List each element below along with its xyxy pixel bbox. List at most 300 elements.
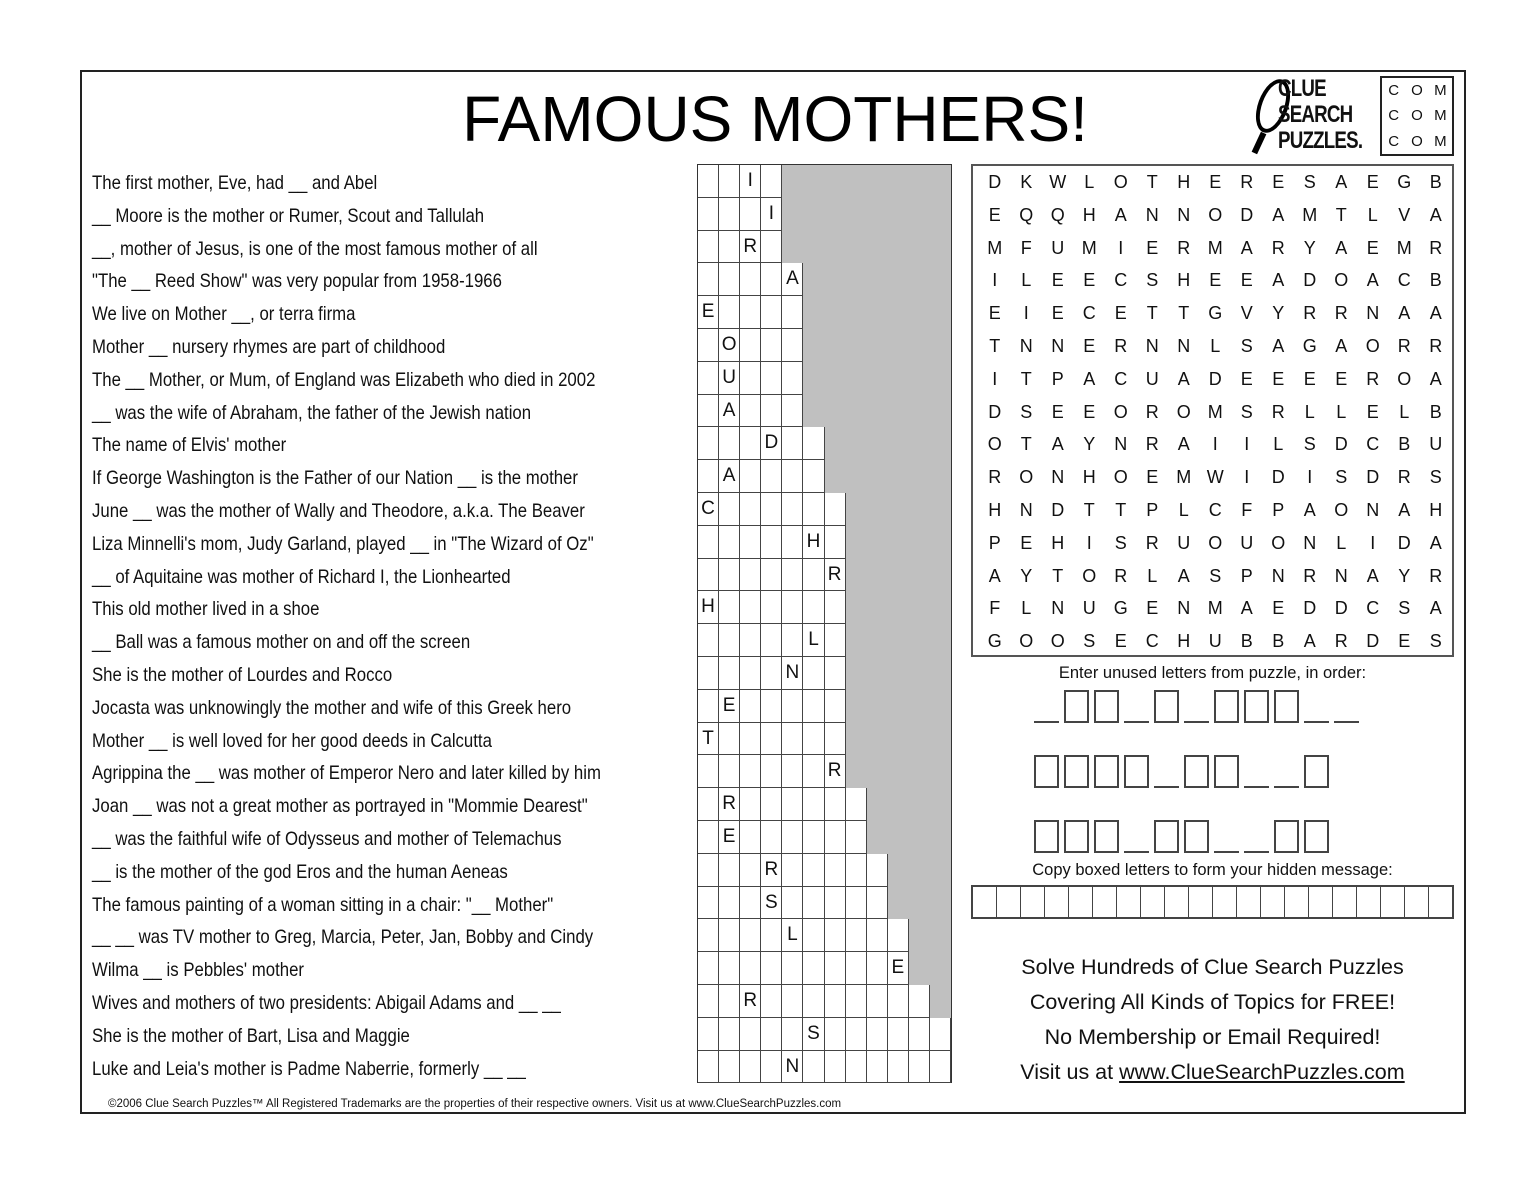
answer-cell[interactable] <box>782 1018 803 1051</box>
word-search-letter[interactable]: M <box>1176 467 1192 488</box>
word-search-letter[interactable]: E <box>1366 401 1379 422</box>
word-search-letter[interactable]: G <box>1397 172 1412 192</box>
answer-cell[interactable] <box>761 296 782 329</box>
answer-cell[interactable] <box>740 657 761 690</box>
answer-cell[interactable] <box>846 985 867 1018</box>
word-search-letter[interactable]: G <box>1113 598 1128 619</box>
word-search-letter[interactable]: E <box>1051 303 1064 324</box>
word-search-letter[interactable]: E <box>1366 237 1379 258</box>
boxed-letter-slot[interactable] <box>1064 755 1089 788</box>
letter-blank[interactable] <box>1244 755 1269 788</box>
word-search-letter[interactable]: H <box>1051 532 1065 553</box>
word-search-letter[interactable]: N <box>1177 204 1191 225</box>
word-search-letter[interactable]: N <box>1271 565 1285 586</box>
letter-blank[interactable] <box>1214 820 1239 853</box>
answer-cell[interactable]: D <box>761 427 782 460</box>
word-search-letter[interactable]: P <box>1240 565 1253 586</box>
hidden-message-box[interactable] <box>1165 887 1189 917</box>
word-search-letter[interactable]: A <box>1335 237 1348 258</box>
word-search-letter[interactable]: S <box>1303 434 1316 455</box>
answer-cell[interactable]: S <box>761 887 782 920</box>
answer-cell[interactable] <box>719 526 740 559</box>
answer-cell[interactable]: S <box>803 1018 824 1051</box>
word-search-letter[interactable]: M <box>1081 237 1097 258</box>
answer-cell[interactable] <box>740 329 761 362</box>
word-search-letter[interactable]: T <box>1115 499 1127 520</box>
answer-cell[interactable] <box>803 821 824 854</box>
answer-cell[interactable]: R <box>719 788 740 821</box>
word-search-letter[interactable]: R <box>988 467 1002 488</box>
word-search-letter[interactable]: C <box>1114 368 1128 389</box>
word-search-letter[interactable]: S <box>1020 401 1033 422</box>
letter-blank[interactable] <box>1034 690 1059 723</box>
word-search-letter[interactable]: R <box>1271 237 1285 258</box>
answer-cell[interactable] <box>867 985 888 1018</box>
answer-cell[interactable] <box>698 755 719 788</box>
hidden-message-box[interactable] <box>973 887 997 917</box>
answer-cell[interactable] <box>782 296 803 329</box>
answer-cell[interactable] <box>803 591 824 624</box>
answer-cell[interactable] <box>740 591 761 624</box>
answer-cell[interactable] <box>761 624 782 657</box>
answer-cell[interactable]: N <box>782 657 803 690</box>
letter-blank[interactable] <box>1304 690 1329 723</box>
word-search-letter[interactable]: P <box>1272 499 1285 520</box>
answer-cell[interactable] <box>761 460 782 493</box>
hidden-message-box[interactable] <box>1237 887 1261 917</box>
word-search-letter[interactable]: L <box>1336 532 1347 553</box>
answer-cell[interactable] <box>803 854 824 887</box>
word-search-letter[interactable]: E <box>1303 368 1316 389</box>
word-search-letter[interactable]: A <box>1272 335 1285 356</box>
answer-cell[interactable] <box>698 821 719 854</box>
word-search-letter[interactable]: E <box>1083 270 1096 291</box>
answer-cell[interactable] <box>782 559 803 592</box>
answer-cell[interactable] <box>803 657 824 690</box>
answer-cell[interactable] <box>698 788 719 821</box>
answer-cell[interactable] <box>698 198 719 231</box>
answer-cell[interactable] <box>740 887 761 920</box>
answer-cell[interactable] <box>782 395 803 428</box>
answer-cell[interactable]: A <box>782 263 803 296</box>
answer-cell[interactable] <box>761 919 782 952</box>
word-search-letter[interactable]: A <box>1051 434 1064 455</box>
boxed-letter-slot[interactable] <box>1184 820 1209 853</box>
word-search-letter[interactable]: R <box>1397 467 1411 488</box>
word-search-letter[interactable]: A <box>1429 368 1442 389</box>
word-search-letter[interactable]: M <box>1207 237 1223 258</box>
word-search-letter[interactable]: M <box>1396 237 1412 258</box>
boxed-letter-slot[interactable] <box>1034 755 1059 788</box>
letter-blank[interactable] <box>1124 820 1149 853</box>
answer-cell[interactable] <box>782 493 803 526</box>
word-search-letter[interactable]: I <box>992 270 998 291</box>
word-search-letter[interactable]: A <box>1429 204 1442 225</box>
answer-cell[interactable] <box>803 919 824 952</box>
word-search-letter[interactable]: V <box>1240 303 1253 324</box>
word-search-letter[interactable]: R <box>1114 565 1128 586</box>
answer-cell[interactable] <box>761 755 782 788</box>
answer-cell[interactable]: A <box>719 395 740 428</box>
word-search-letter[interactable]: N <box>1303 532 1317 553</box>
answer-cell[interactable] <box>698 624 719 657</box>
answer-cell[interactable] <box>761 231 782 264</box>
word-search-letter[interactable]: L <box>1178 499 1189 520</box>
letter-blank[interactable] <box>1124 690 1149 723</box>
word-search-letter[interactable]: E <box>1146 598 1159 619</box>
hidden-message-box[interactable] <box>1405 887 1429 917</box>
word-search-letter[interactable]: D <box>1366 467 1380 488</box>
word-search-letter[interactable]: N <box>1366 499 1380 520</box>
answer-cell[interactable] <box>782 460 803 493</box>
word-search-letter[interactable]: U <box>1145 368 1159 389</box>
boxed-letter-slot[interactable] <box>1064 820 1089 853</box>
word-search-letter[interactable]: R <box>1366 368 1380 389</box>
answer-cell[interactable] <box>761 329 782 362</box>
answer-cell[interactable] <box>740 427 761 460</box>
answer-cell[interactable] <box>846 1051 867 1084</box>
answer-cell[interactable] <box>803 559 824 592</box>
word-search-letter[interactable]: A <box>1429 303 1442 324</box>
word-search-letter[interactable]: E <box>1240 270 1253 291</box>
word-search-letter[interactable]: L <box>1399 401 1410 422</box>
word-search-letter[interactable]: T <box>1083 499 1095 520</box>
answer-cell[interactable] <box>719 559 740 592</box>
boxed-letter-slot[interactable] <box>1094 755 1119 788</box>
word-search-letter[interactable]: I <box>1086 532 1092 553</box>
answer-cell[interactable] <box>698 952 719 985</box>
word-search-letter[interactable]: A <box>1398 499 1411 520</box>
hidden-message-box[interactable] <box>1141 887 1165 917</box>
answer-cell[interactable] <box>740 723 761 756</box>
word-search-letter[interactable]: D <box>1397 532 1411 553</box>
answer-cell[interactable]: R <box>761 854 782 887</box>
word-search-letter[interactable]: N <box>1145 335 1159 356</box>
word-search-letter[interactable]: C <box>1366 598 1380 619</box>
word-search-letter[interactable]: R <box>1303 565 1317 586</box>
word-search-letter[interactable]: V <box>1398 204 1411 225</box>
answer-cell[interactable] <box>719 263 740 296</box>
answer-cell[interactable] <box>782 427 803 460</box>
word-search-letter[interactable]: O <box>1208 532 1223 553</box>
answer-cell[interactable] <box>761 952 782 985</box>
answer-cell[interactable] <box>782 755 803 788</box>
answer-cell[interactable] <box>825 526 846 559</box>
word-search-letter[interactable]: I <box>1023 303 1029 324</box>
answer-cell[interactable] <box>782 854 803 887</box>
word-search-letter[interactable]: M <box>1302 204 1318 225</box>
word-search-letter[interactable]: R <box>1145 532 1159 553</box>
answer-cell[interactable] <box>740 296 761 329</box>
answer-cell[interactable] <box>803 1051 824 1084</box>
word-search-letter[interactable]: U <box>1429 434 1443 455</box>
answer-cell[interactable] <box>719 296 740 329</box>
answer-cell[interactable] <box>782 526 803 559</box>
answer-cell[interactable]: L <box>782 919 803 952</box>
word-search-letter[interactable]: O <box>1176 401 1191 422</box>
word-search-letter[interactable]: H <box>1177 270 1191 291</box>
word-search-letter[interactable]: O <box>987 434 1002 455</box>
answer-cell[interactable]: R <box>740 985 761 1018</box>
answer-cell[interactable] <box>888 985 909 1018</box>
answer-cell[interactable] <box>719 985 740 1018</box>
answer-cell[interactable]: H <box>803 526 824 559</box>
answer-cell[interactable] <box>803 952 824 985</box>
answer-cell[interactable] <box>782 985 803 1018</box>
answer-cell[interactable] <box>846 887 867 920</box>
word-search-letter[interactable]: Y <box>1083 434 1096 455</box>
word-search-letter[interactable]: E <box>1272 368 1285 389</box>
word-search-letter[interactable]: P <box>1146 499 1159 520</box>
answer-cell[interactable] <box>761 723 782 756</box>
word-search-letter[interactable]: D <box>1334 434 1348 455</box>
answer-cell[interactable] <box>825 985 846 1018</box>
answer-cell[interactable] <box>719 1018 740 1051</box>
boxed-letter-slot[interactable] <box>1094 690 1119 723</box>
answer-cell[interactable] <box>761 493 782 526</box>
answer-cell[interactable] <box>740 526 761 559</box>
answer-cell[interactable]: R <box>740 231 761 264</box>
word-search-letter[interactable]: Y <box>1398 565 1411 586</box>
answer-cell[interactable] <box>825 854 846 887</box>
boxed-letter-slot[interactable] <box>1034 820 1059 853</box>
word-search-letter[interactable]: I <box>1307 467 1313 488</box>
answer-cell[interactable] <box>782 329 803 362</box>
answer-cell[interactable] <box>698 919 719 952</box>
answer-cell[interactable] <box>782 723 803 756</box>
answer-cell[interactable] <box>698 985 719 1018</box>
answer-cell[interactable] <box>825 657 846 690</box>
answer-cell[interactable] <box>846 821 867 854</box>
answer-cell[interactable] <box>740 690 761 723</box>
answer-cell[interactable] <box>930 1051 951 1084</box>
word-search-letter[interactable]: N <box>1145 204 1159 225</box>
word-search-letter[interactable]: O <box>1019 467 1034 488</box>
word-search-letter[interactable]: R <box>1114 335 1128 356</box>
word-search-letter[interactable]: H <box>1429 499 1443 520</box>
word-search-letter[interactable]: D <box>1366 631 1380 652</box>
boxed-letter-slot[interactable] <box>1304 820 1329 853</box>
word-search-letter[interactable]: E <box>1398 631 1411 652</box>
answer-cell[interactable] <box>761 1051 782 1084</box>
answer-cell[interactable] <box>782 591 803 624</box>
word-search-letter[interactable]: E <box>1272 172 1285 192</box>
answer-cell[interactable] <box>825 1051 846 1084</box>
word-search-letter[interactable]: E <box>1083 335 1096 356</box>
word-search-letter[interactable]: C <box>1082 303 1096 324</box>
answer-cell[interactable] <box>761 362 782 395</box>
word-search-letter[interactable]: E <box>1335 368 1348 389</box>
answer-cell[interactable] <box>782 362 803 395</box>
word-search-letter[interactable]: R <box>1240 172 1254 192</box>
word-search-letter[interactable]: E <box>1114 631 1127 652</box>
answer-cell[interactable] <box>867 887 888 920</box>
answer-cell[interactable] <box>719 231 740 264</box>
word-search-letter[interactable]: A <box>1398 303 1411 324</box>
boxed-letter-slot[interactable] <box>1274 820 1299 853</box>
answer-cell[interactable] <box>782 690 803 723</box>
hidden-message-box[interactable] <box>1429 887 1452 917</box>
word-search-letter[interactable]: P <box>988 532 1001 553</box>
answer-cell[interactable] <box>761 395 782 428</box>
website-link[interactable]: www.ClueSearchPuzzles.com <box>1119 1060 1405 1084</box>
word-search-letter[interactable]: O <box>1113 401 1128 422</box>
answer-cell[interactable] <box>740 1018 761 1051</box>
word-search-letter[interactable]: E <box>1240 368 1253 389</box>
answer-cell[interactable] <box>698 1051 719 1084</box>
word-search-letter[interactable]: L <box>1273 434 1284 455</box>
word-search-letter[interactable]: T <box>1146 172 1158 192</box>
word-search-letter[interactable]: T <box>989 335 1001 356</box>
word-search-letter[interactable]: R <box>1429 565 1443 586</box>
word-search-letter[interactable]: A <box>1335 335 1348 356</box>
word-search-letter[interactable]: F <box>989 598 1001 619</box>
hidden-message-box[interactable] <box>1093 887 1117 917</box>
word-search-letter[interactable]: L <box>1021 598 1032 619</box>
answer-cell[interactable]: E <box>888 952 909 985</box>
answer-cell[interactable] <box>909 1051 930 1084</box>
word-search-letter[interactable]: A <box>1272 204 1285 225</box>
answer-cell[interactable] <box>740 821 761 854</box>
word-search-letter[interactable]: A <box>1303 631 1316 652</box>
letter-blank[interactable] <box>1334 690 1359 723</box>
word-search-letter[interactable]: A <box>1240 237 1253 258</box>
word-search-letter[interactable]: S <box>1429 467 1442 488</box>
word-search-letter[interactable]: A <box>988 565 1001 586</box>
answer-cell[interactable] <box>803 460 824 493</box>
word-search-letter[interactable]: T <box>1178 303 1190 324</box>
answer-cell[interactable] <box>888 1051 909 1084</box>
word-search-letter[interactable]: E <box>1051 401 1064 422</box>
answer-cell[interactable] <box>719 198 740 231</box>
word-search-letter[interactable]: I <box>1244 434 1250 455</box>
word-search-letter[interactable]: L <box>1367 204 1378 225</box>
answer-cell[interactable] <box>803 985 824 1018</box>
letter-blank[interactable] <box>1154 755 1179 788</box>
word-search-letter[interactable]: D <box>1240 204 1254 225</box>
word-search-letter[interactable]: I <box>992 368 998 389</box>
letter-blank[interactable] <box>1184 690 1209 723</box>
word-search-letter[interactable]: W <box>1206 467 1224 488</box>
answer-cell[interactable] <box>761 821 782 854</box>
answer-cell[interactable]: E <box>719 821 740 854</box>
word-search-letter[interactable]: R <box>1334 303 1348 324</box>
hidden-message-box[interactable] <box>1285 887 1309 917</box>
word-search-letter[interactable]: A <box>1366 565 1379 586</box>
word-search-letter[interactable]: F <box>1241 499 1253 520</box>
letter-blank[interactable] <box>1244 820 1269 853</box>
answer-cell[interactable] <box>782 624 803 657</box>
answer-cell[interactable] <box>825 723 846 756</box>
word-search-letter[interactable]: I <box>1244 467 1250 488</box>
word-search-letter[interactable]: O <box>1208 204 1223 225</box>
boxed-letter-slot[interactable] <box>1094 820 1119 853</box>
word-search-letter[interactable]: Y <box>1020 565 1033 586</box>
answer-cell[interactable] <box>888 1018 909 1051</box>
answer-cell[interactable] <box>761 985 782 1018</box>
answer-cell[interactable] <box>698 559 719 592</box>
answer-cell[interactable]: C <box>698 493 719 526</box>
answer-cell[interactable] <box>698 165 719 198</box>
word-search-letter[interactable]: O <box>1397 368 1412 389</box>
word-search-letter[interactable]: D <box>1271 467 1285 488</box>
word-search-letter[interactable]: A <box>1366 270 1379 291</box>
word-search-letter[interactable]: O <box>1334 270 1349 291</box>
word-search-letter[interactable]: A <box>1272 270 1285 291</box>
answer-cell[interactable] <box>782 788 803 821</box>
answer-cell[interactable]: N <box>782 1051 803 1084</box>
hidden-message-box[interactable] <box>1213 887 1237 917</box>
word-search-letter[interactable]: O <box>1271 532 1286 553</box>
boxed-letter-slot[interactable] <box>1274 690 1299 723</box>
word-search-letter[interactable]: A <box>1429 532 1442 553</box>
word-search-letter[interactable]: N <box>1177 335 1191 356</box>
word-search-letter[interactable]: A <box>1335 172 1348 192</box>
word-search-letter[interactable]: R <box>1334 631 1348 652</box>
answer-cell[interactable] <box>803 755 824 788</box>
word-search-letter[interactable]: T <box>1146 303 1158 324</box>
word-search-letter[interactable]: D <box>1208 368 1222 389</box>
word-search-letter[interactable]: D <box>1051 499 1065 520</box>
boxed-letter-slot[interactable] <box>1124 755 1149 788</box>
answer-cell[interactable] <box>846 1018 867 1051</box>
word-search-letter[interactable]: M <box>1207 401 1223 422</box>
hidden-message-box[interactable] <box>1045 887 1069 917</box>
word-search-letter[interactable]: L <box>1084 172 1095 192</box>
answer-cell[interactable] <box>761 690 782 723</box>
word-search-letter[interactable]: A <box>1114 204 1127 225</box>
hidden-message-box[interactable] <box>997 887 1021 917</box>
word-search-letter[interactable]: S <box>1398 598 1411 619</box>
word-search-letter[interactable]: U <box>1082 598 1096 619</box>
word-search-letter[interactable]: N <box>1177 598 1191 619</box>
answer-cell[interactable] <box>740 952 761 985</box>
answer-cell[interactable] <box>698 460 719 493</box>
word-search-letter[interactable]: S <box>1303 172 1316 192</box>
word-search-letter[interactable]: B <box>1240 631 1253 652</box>
word-search-letter[interactable]: A <box>1240 598 1253 619</box>
boxed-letter-slot[interactable] <box>1154 690 1179 723</box>
hidden-message-box[interactable] <box>1069 887 1093 917</box>
hidden-message-box[interactable] <box>1261 887 1285 917</box>
letter-blank[interactable] <box>1274 755 1299 788</box>
boxed-letter-slot[interactable] <box>1184 755 1209 788</box>
word-search-letter[interactable]: U <box>1177 532 1191 553</box>
word-search-letter[interactable]: R <box>1145 401 1159 422</box>
answer-cell[interactable] <box>761 591 782 624</box>
word-search-letter[interactable]: S <box>1114 532 1127 553</box>
answer-cell[interactable] <box>761 788 782 821</box>
word-search-letter[interactable]: C <box>1366 434 1380 455</box>
answer-cell[interactable] <box>698 657 719 690</box>
answer-cell[interactable] <box>761 526 782 559</box>
hidden-message-box[interactable] <box>1333 887 1357 917</box>
answer-cell[interactable]: I <box>761 198 782 231</box>
word-search-letter[interactable]: S <box>1209 565 1222 586</box>
answer-cell[interactable] <box>740 755 761 788</box>
boxed-letter-slot[interactable] <box>1214 755 1239 788</box>
word-search-letter[interactable]: L <box>1147 565 1158 586</box>
word-search-letter[interactable]: R <box>1303 303 1317 324</box>
answer-cell[interactable] <box>719 952 740 985</box>
answer-cell[interactable] <box>740 919 761 952</box>
answer-cell[interactable] <box>698 362 719 395</box>
answer-cell[interactable]: E <box>698 296 719 329</box>
answer-cell[interactable] <box>825 788 846 821</box>
answer-cell[interactable]: T <box>698 723 719 756</box>
boxed-letter-slot[interactable] <box>1304 755 1329 788</box>
boxed-letter-slot[interactable] <box>1064 690 1089 723</box>
